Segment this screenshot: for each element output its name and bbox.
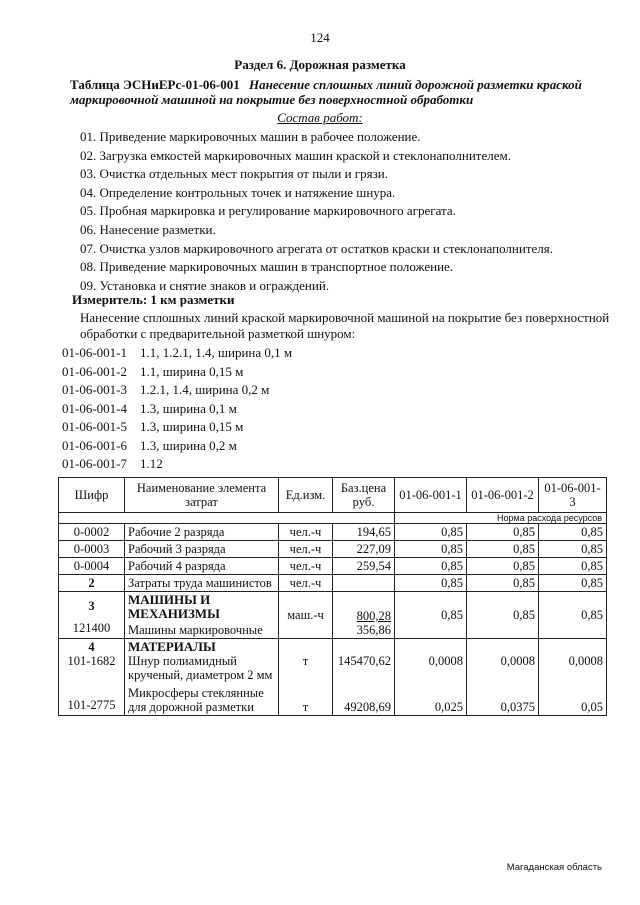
- table-header-row: [59, 478, 607, 513]
- row-unit: чел.-ч: [279, 524, 333, 541]
- material-price: 49208,69: [344, 700, 391, 714]
- material-value-1: 0,025: [434, 700, 463, 714]
- variant-code: 01-06-001-6: [62, 437, 127, 453]
- header-name: Наименование элемента затрат: [125, 478, 279, 513]
- variant-desc: 1.1, 1.2.1, 1.4, ширина 0,1 м: [140, 345, 293, 360]
- section-title: Раздел 6. Дорожная разметка: [234, 57, 406, 72]
- material-spacer: [62, 668, 121, 698]
- row-value-2: 0,85: [467, 541, 539, 558]
- table-title-line1: Нанесение сплошных линий дорожной разметки краской: [248, 77, 582, 92]
- operation-item: 07. Очистка узлов маркировочного агрегата от остатков краски и стеклонаполнителя.: [80, 240, 554, 256]
- operation-item: 03. Очистка отдельных мест покрытия от пыли и грязи.: [80, 166, 388, 182]
- intro-text: Нанесение сплошных линий краской маркировочной машиной на покрытие без поверхностной обработки с предварительной разметкой шнуром:: [80, 310, 610, 341]
- header-price: Баз.цена руб.: [333, 478, 395, 513]
- material-price: 145470,62: [337, 654, 391, 668]
- machines-code-cell: [59, 592, 125, 639]
- material-unit: т: [302, 654, 309, 668]
- variant-code: 01-06-001-2: [62, 363, 127, 379]
- variant-code: 01-06-001-4: [62, 400, 127, 416]
- machines-value-3: 0,85: [539, 592, 607, 639]
- header-code: Шифр: [59, 478, 125, 513]
- row-price: 227,09: [333, 541, 395, 558]
- machines-row: [59, 592, 607, 639]
- labor-row: [59, 575, 607, 592]
- material-code: 101-1682: [67, 654, 116, 668]
- row-code: 0-0004: [59, 558, 125, 575]
- materials-name-cell: [125, 639, 279, 716]
- row-price: 194,65: [333, 524, 395, 541]
- machines-name: Машины маркировочные: [128, 623, 263, 637]
- materials-section-code: 4: [88, 640, 95, 654]
- materials-code-cell: [59, 639, 125, 716]
- materials-v3-cell: [539, 639, 607, 716]
- machines-code: 121400: [72, 621, 111, 635]
- operation-item: 09. Установка и снятие знаков и ограждений.: [80, 277, 330, 293]
- composition-heading: Состав работ:: [277, 110, 363, 125]
- material-price-spacer: [336, 640, 391, 654]
- material-v3-spacer: [542, 640, 603, 654]
- header-col2: 01-06-001-2: [467, 478, 539, 513]
- variant-item: [62, 344, 602, 363]
- machines-value-1: 0,85: [395, 592, 467, 639]
- operation-item: 05. Пробная маркировка и регулирование маркировочного агрегата.: [80, 203, 456, 219]
- variant-code: 01-06-001-1: [62, 345, 127, 360]
- materials-price-cell: [333, 639, 395, 716]
- machines-section-code: 3: [88, 599, 95, 613]
- machines-price-main: 800,28: [356, 609, 391, 623]
- row-value-3: 0,85: [539, 524, 607, 541]
- material-value-1: 0,0008: [428, 654, 463, 668]
- row-value-2: 0,85: [467, 524, 539, 541]
- row-price: 259,54: [333, 558, 395, 575]
- material-unit: т: [302, 700, 309, 714]
- labor-unit: чел.-ч: [279, 575, 333, 592]
- machines-value-2: 0,85: [467, 592, 539, 639]
- variant-desc: 1.1, ширина 0,15 м: [140, 363, 244, 379]
- material-value-2: 0,0008: [500, 654, 535, 668]
- machines-section-title: МАШИНЫ И МЕХАНИЗМЫ: [128, 592, 220, 621]
- machines-price-cell: [333, 592, 395, 639]
- row-value-3: 0,85: [539, 558, 607, 575]
- norm-row: [59, 513, 607, 524]
- material-value-2: 0,0375: [500, 700, 535, 714]
- machines-price-extra: 356,86: [356, 623, 391, 637]
- machines-unit: маш.-ч: [279, 592, 333, 639]
- row-unit: чел.-ч: [279, 541, 333, 558]
- measure-unit: Измеритель: 1 км разметки: [72, 292, 235, 307]
- row-unit: чел.-ч: [279, 558, 333, 575]
- row-name: Рабочий 4 разряда: [125, 558, 279, 575]
- material-price-gap: [336, 668, 391, 700]
- variant-item: [62, 381, 602, 400]
- material-value-3: 0,05: [581, 700, 603, 714]
- header-unit: Ед.изм.: [279, 478, 333, 513]
- footer-region: Магаданская область: [506, 862, 602, 873]
- materials-v1-cell: [395, 639, 467, 716]
- operation-item: 01. Приведение маркировочных машин в рабочее положение.: [80, 129, 421, 144]
- operations-list: [80, 128, 620, 295]
- variant-code: 01-06-001-7: [62, 456, 127, 471]
- material-code: 101-2775: [67, 698, 116, 712]
- materials-v2-cell: [467, 639, 539, 716]
- row-value-3: 0,85: [539, 541, 607, 558]
- labor-value-3: 0,85: [539, 575, 607, 592]
- variants-list: [62, 344, 602, 474]
- variant-desc: 1.12: [140, 456, 163, 471]
- operation-item: 08. Приведение маркировочных машин в транспортное положение.: [80, 259, 454, 275]
- material-v1-spacer: [398, 640, 463, 654]
- variant-desc: 1.2.1, 1.4, ширина 0,2 м: [140, 382, 270, 397]
- operation-item: 06. Нанесение разметки.: [80, 221, 216, 237]
- material-unit-gap: [282, 668, 329, 700]
- labor-price: [333, 575, 395, 592]
- resource-rates-table: [58, 477, 607, 716]
- variant-desc: 1.3, ширина 0,1 м: [140, 400, 237, 416]
- labor-name: Затраты труда машинистов: [125, 575, 279, 592]
- materials-unit-cell: [279, 639, 333, 716]
- variant-item: [62, 437, 602, 456]
- table-row: [59, 524, 607, 541]
- row-value-1: 0,85: [395, 541, 467, 558]
- machines-name-cell: [125, 592, 279, 639]
- labor-code: 2: [59, 575, 125, 592]
- variant-desc: 1.3, ширина 0,2 м: [140, 437, 237, 453]
- variant-item: [62, 363, 602, 382]
- header-col1: 01-06-001-1: [395, 478, 467, 513]
- norm-label: Норма расхода ресурсов: [395, 513, 607, 524]
- table-row: [59, 541, 607, 558]
- variant-desc: 1.3, ширина 0,15 м: [140, 419, 244, 434]
- operation-item: 04. Определение контрольных точек и натяжение шнура.: [80, 184, 396, 200]
- norm-spacer: [59, 513, 395, 524]
- variant-item: [62, 400, 602, 419]
- row-name: Рабочий 3 разряда: [125, 541, 279, 558]
- material-v2-gap: [470, 668, 535, 700]
- variant-item: [62, 418, 602, 437]
- row-code: 0-0003: [59, 541, 125, 558]
- variant-code: 01-06-001-5: [62, 419, 127, 434]
- material-v2-spacer: [470, 640, 535, 654]
- material-name: Шнур полиамидный крученый, диаметром 2 мм: [128, 654, 273, 682]
- table-code: Таблица ЭСНиЕРс-01-06-001: [70, 77, 240, 92]
- material-v1-gap: [398, 668, 463, 700]
- table-title: [70, 77, 610, 107]
- row-value-1: 0,85: [395, 524, 467, 541]
- row-code: 0-0002: [59, 524, 125, 541]
- variant-code: 01-06-001-3: [62, 382, 127, 397]
- material-name: Микросферы стеклянные для дорожной разметки: [128, 686, 264, 714]
- operation-item: 02. Загрузка емкостей маркировочных машин краской и стеклонаполнителем.: [80, 147, 511, 163]
- table-title-line2: маркировочной машиной на покрытие без поверхностной обработки: [70, 92, 474, 107]
- variant-item: [62, 455, 602, 474]
- materials-section-title: МАТЕРИАЛЫ: [128, 639, 216, 654]
- row-value-2: 0,85: [467, 558, 539, 575]
- table-row: [59, 558, 607, 575]
- row-name: Рабочие 2 разряда: [125, 524, 279, 541]
- header-col3: 01-06-001-3: [539, 478, 607, 513]
- row-value-1: 0,85: [395, 558, 467, 575]
- material-unit-spacer: [282, 640, 329, 654]
- material-value-3: 0,0008: [568, 654, 603, 668]
- material-v3-gap: [542, 668, 603, 700]
- materials-row: [59, 639, 607, 716]
- page-number: 124: [310, 30, 330, 45]
- labor-value-2: 0,85: [467, 575, 539, 592]
- labor-value-1: 0,85: [395, 575, 467, 592]
